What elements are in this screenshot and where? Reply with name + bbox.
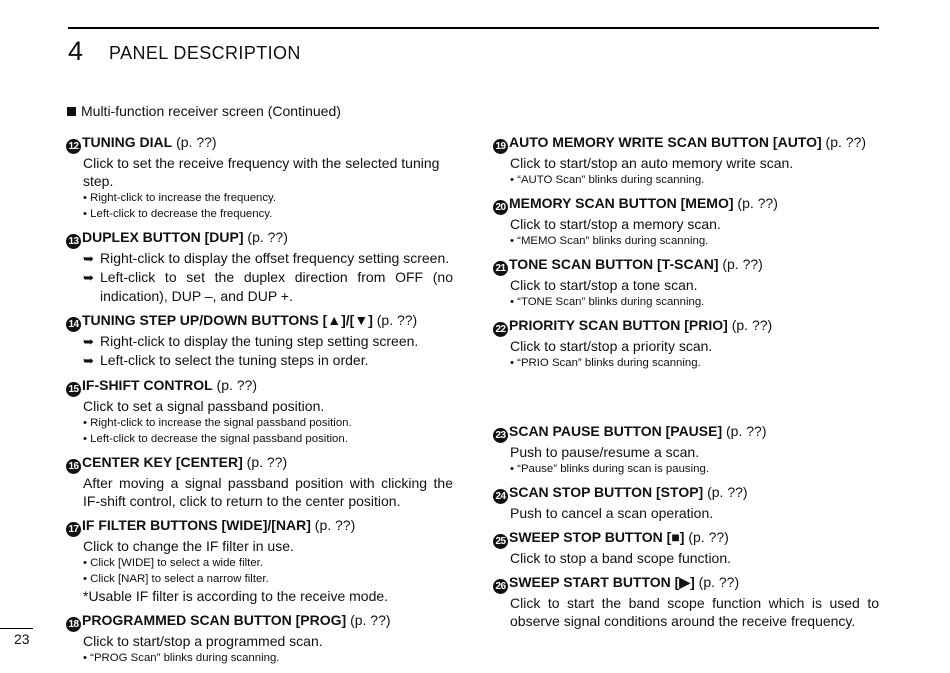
item-title: SCAN PAUSE BUTTON [PAUSE]	[509, 423, 723, 439]
page-ref: (p. ??)	[372, 312, 418, 328]
item-title: SCAN STOP BUTTON [STOP]	[509, 484, 704, 500]
item-description: Click to set a signal passband position.	[83, 398, 325, 414]
page-ref: (p. ??)	[242, 454, 288, 470]
circled-number-badge: 26	[493, 579, 508, 594]
bullet-note: • “AUTO Scan” blinks during scanning.	[510, 174, 705, 186]
column-spacer	[493, 377, 879, 422]
bullet-note: • “PROG Scan” blinks during scanning.	[83, 652, 280, 664]
right-column	[493, 133, 879, 636]
step-text: Right-click to display the tuning step setting screen.	[100, 333, 419, 349]
circled-number-badge: 16	[66, 459, 81, 474]
arrow-step	[83, 268, 453, 305]
item-scan-stop	[493, 483, 879, 522]
item-title: TUNING STEP UP/DOWN BUTTONS [▲]/[▼]	[82, 312, 373, 328]
page-ref: (p. ??)	[243, 229, 288, 245]
page-ref: (p. ??)	[310, 517, 356, 533]
item-title: DUPLEX BUTTON [DUP]	[82, 229, 244, 245]
page-ref: (p. ??)	[727, 317, 773, 333]
bullet-note: • Click [NAR] to select a narrow filter.	[83, 573, 269, 585]
item-title: IF-SHIFT CONTROL	[82, 377, 213, 393]
bullet-note: • Click [WIDE] to select a wide filter.	[83, 557, 263, 569]
item-description: Push to pause/resume a scan.	[510, 444, 700, 460]
circled-number-badge: 18	[66, 617, 81, 632]
square-bullet-icon	[67, 107, 76, 116]
item-duplex-button	[66, 228, 453, 305]
item-title: TUNING DIAL	[82, 134, 173, 150]
item-title: TONE SCAN BUTTON [T-SCAN]	[509, 256, 719, 272]
item-title: CENTER KEY [CENTER]	[82, 454, 243, 470]
bullet-note: • “Pause” blinks during scan is pausing.	[510, 463, 709, 475]
footnote: *Usable IF filter is according to the receive mode.	[83, 588, 389, 604]
arrow-right-icon: ➥	[83, 334, 94, 349]
bullet-note: • Right-click to increase the frequency.	[83, 192, 277, 204]
item-title: PROGRAMMED SCAN BUTTON [PROG]	[82, 612, 347, 628]
page-ref: (p. ??)	[172, 134, 217, 150]
item-auto-memory-write-scan	[493, 133, 879, 188]
item-description: Click to start/stop a tone scan.	[510, 277, 698, 293]
circled-number-badge: 23	[493, 428, 508, 443]
item-sweep-stop	[493, 528, 879, 567]
chapter-number: 4	[68, 36, 84, 66]
item-tuning-dial	[66, 133, 453, 222]
item-description: After moving a signal passband position with clicking the IF-shift control, click to return to the center position.	[83, 475, 453, 509]
arrow-step	[83, 249, 453, 268]
item-title: SWEEP STOP BUTTON [■]	[509, 529, 685, 545]
page-ref: (p. ??)	[733, 195, 778, 211]
item-description: Click to start/stop a priority scan.	[510, 338, 713, 354]
item-title: SWEEP START BUTTON [▶]	[509, 574, 695, 590]
section-heading	[67, 102, 341, 120]
item-if-filter-buttons	[66, 516, 453, 605]
circled-number-badge: 24	[493, 489, 508, 504]
page-number	[0, 628, 33, 647]
arrow-right-icon: ➥	[83, 251, 94, 266]
circled-number-badge: 22	[493, 322, 508, 337]
item-description: Click to start the band scope function which is used to observe signal conditions around the receive frequency.	[510, 595, 879, 629]
arrow-right-icon: ➥	[83, 353, 94, 368]
arrow-right-icon: ➥	[83, 270, 94, 285]
circled-number-badge: 13	[66, 234, 81, 249]
item-title: AUTO MEMORY WRITE SCAN BUTTON [AUTO]	[509, 134, 822, 150]
page-ref: (p. ??)	[718, 256, 763, 272]
item-description: Click to start/stop a memory scan.	[510, 216, 721, 232]
circled-number-badge: 17	[66, 522, 81, 537]
step-text: Left-click to select the tuning steps in order.	[100, 352, 369, 368]
item-description: Click to start/stop an auto memory write scan.	[510, 155, 794, 171]
circled-number-badge: 14	[66, 317, 81, 332]
bullet-note: • Right-click to increase the signal passband position.	[83, 417, 352, 429]
page-ref: (p. ??)	[694, 574, 740, 590]
item-if-shift-control	[66, 376, 453, 447]
arrow-step	[83, 332, 453, 351]
circled-number-badge: 15	[66, 382, 81, 397]
page-ref: (p. ??)	[703, 484, 748, 500]
circled-number-badge: 19	[493, 139, 508, 154]
left-column	[66, 133, 453, 672]
item-center-key	[66, 453, 453, 510]
bullet-note: • “MEMO Scan” blinks during scanning.	[510, 235, 709, 247]
arrow-step	[83, 351, 453, 370]
item-programmed-scan-button	[66, 611, 453, 666]
item-title: IF FILTER BUTTONS [WIDE]/[NAR]	[82, 517, 311, 533]
bullet-note: • Left-click to decrease the frequency.	[83, 208, 273, 220]
item-tone-scan	[493, 255, 879, 310]
page-ref: (p. ??)	[821, 134, 867, 150]
circled-number-badge: 12	[66, 139, 81, 154]
circled-number-badge: 21	[493, 261, 508, 276]
item-memory-scan	[493, 194, 879, 249]
item-description: Push to cancel a scan operation.	[510, 505, 714, 521]
item-title: MEMORY SCAN BUTTON [MEMO]	[509, 195, 734, 211]
item-description: Click to change the IF filter in use.	[83, 538, 294, 554]
circled-number-badge: 25	[493, 534, 508, 549]
item-sweep-start	[493, 573, 879, 630]
page-ref: (p. ??)	[684, 529, 729, 545]
item-priority-scan	[493, 316, 879, 371]
bullet-note: • “PRIO Scan” blinks during scanning.	[510, 357, 701, 369]
item-scan-pause	[493, 422, 879, 477]
item-description: Click to start/stop a programmed scan.	[83, 633, 323, 649]
page-number-text: 23	[14, 631, 30, 647]
bullet-note: • “TONE Scan” blinks during scanning.	[510, 296, 705, 308]
item-description: Click to set the receive frequency with the selected tuning step.	[83, 155, 440, 189]
step-text: Left-click to set the duplex direction from OFF (no indication), DUP –, and DUP +.	[100, 269, 453, 304]
item-tuning-step-buttons	[66, 311, 453, 370]
section-title: Multi-function receiver screen (Continued)	[81, 103, 341, 119]
item-description: Click to stop a band scope function.	[510, 550, 732, 566]
step-text: Right-click to display the offset frequency setting screen.	[100, 250, 450, 266]
page-ref: (p. ??)	[212, 377, 258, 393]
page-ref: (p. ??)	[722, 423, 767, 439]
header-rule	[68, 27, 879, 29]
page-ref: (p. ??)	[346, 612, 391, 628]
item-title: PRIORITY SCAN BUTTON [PRIO]	[509, 317, 728, 333]
circled-number-badge: 20	[493, 200, 508, 215]
chapter-title: PANEL DESCRIPTION	[109, 43, 301, 63]
bullet-note: • Left-click to decrease the signal passband position.	[83, 433, 348, 445]
